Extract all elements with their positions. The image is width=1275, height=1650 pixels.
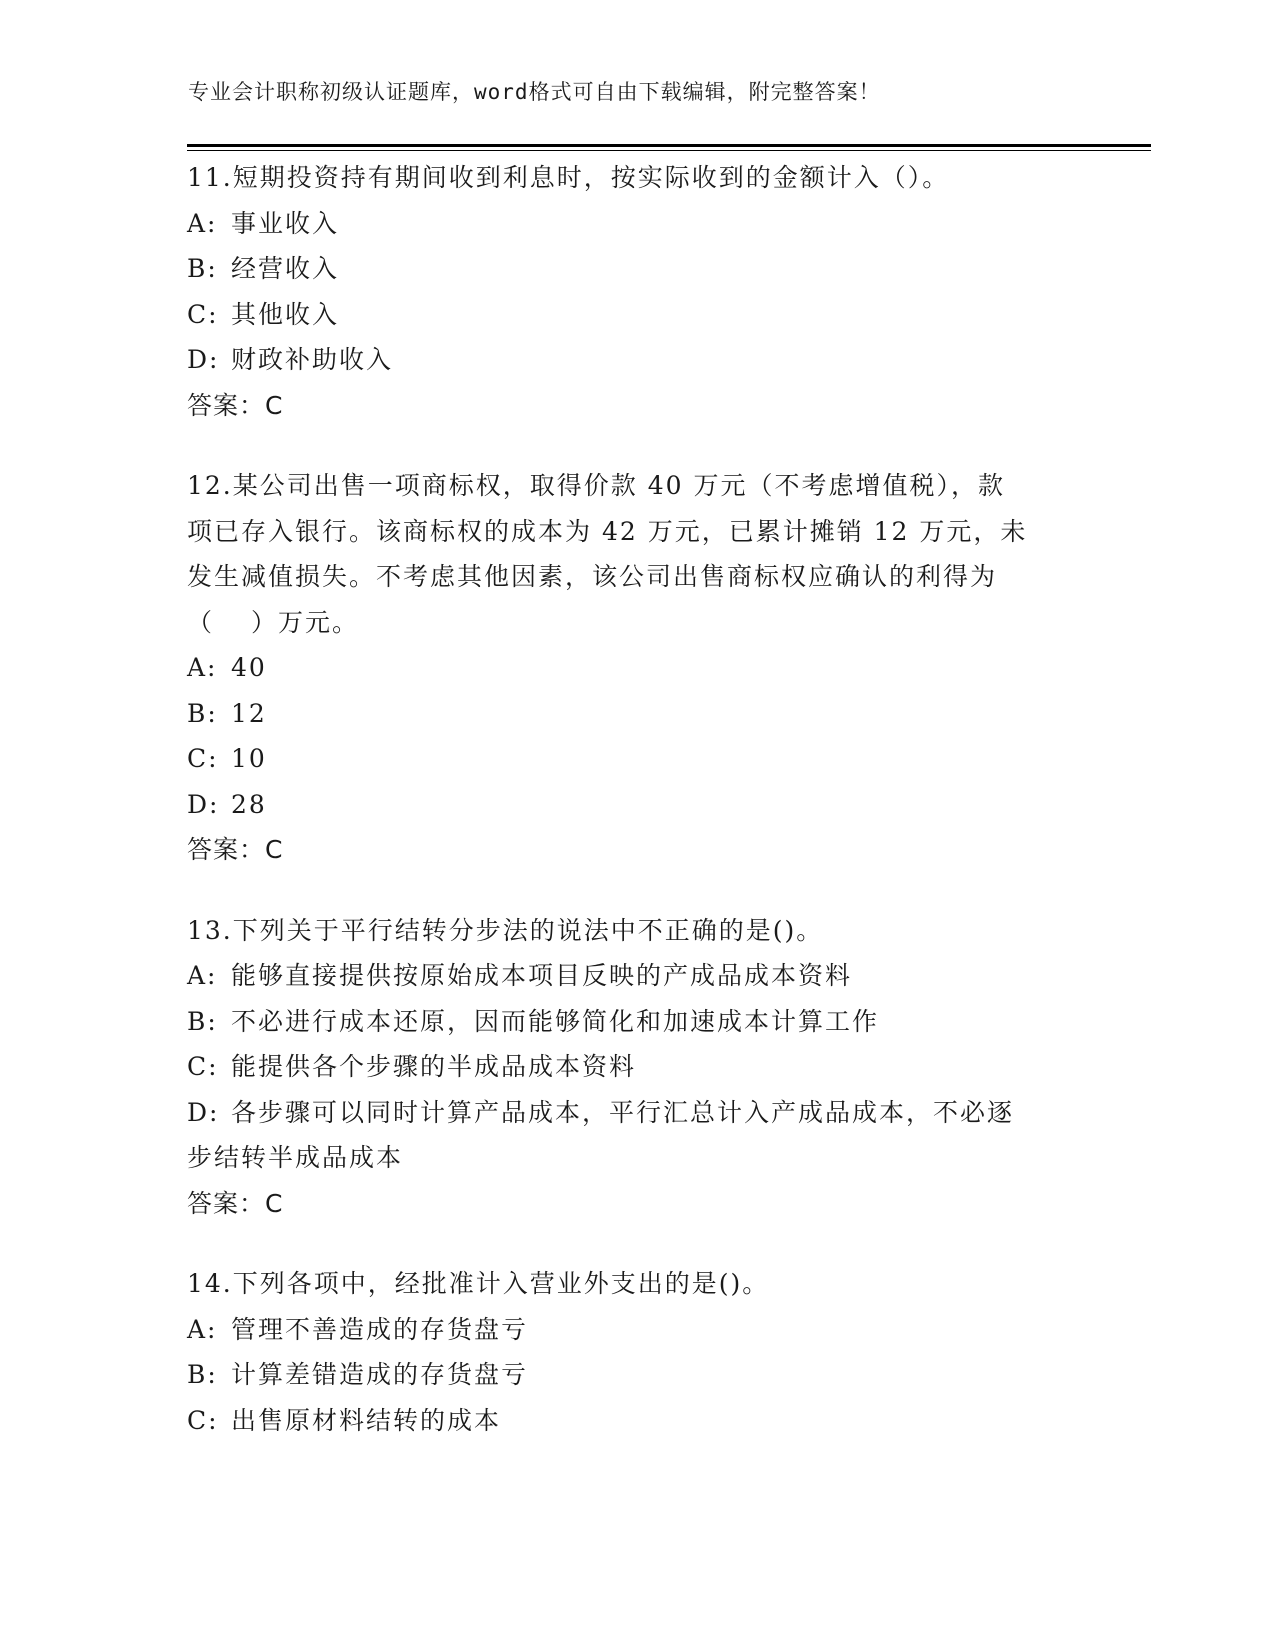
- question-stem: [187, 155, 1087, 201]
- option-c: [187, 1398, 1087, 1444]
- option-c: [187, 292, 1087, 338]
- question-13: [187, 908, 1087, 1227]
- option-letter: C:: [187, 1405, 219, 1435]
- option-text: 其他收入: [231, 299, 340, 329]
- option-b: [187, 999, 1087, 1045]
- option-a: [187, 953, 1087, 999]
- question-stem: [187, 1261, 1087, 1307]
- answer-line: 答案：C: [187, 390, 284, 420]
- option-text: 10: [231, 744, 267, 773]
- question-stem: [187, 908, 1087, 954]
- option-text: 事业收入: [231, 208, 340, 238]
- stem-line: 13.下列关于平行结转分步法的说法中不正确的是()。: [187, 915, 824, 945]
- option-letter: A:: [187, 653, 218, 682]
- option-text: 能够直接提供按原始成本项目反映的产成品成本资料: [231, 961, 853, 990]
- question-14: [187, 1261, 1087, 1443]
- option-letter: C:: [187, 299, 219, 329]
- option-c: [187, 736, 1087, 782]
- option-letter: B:: [187, 698, 218, 728]
- option-letter: C:: [187, 1052, 219, 1081]
- option-letter: C:: [187, 744, 219, 773]
- option-d: [187, 782, 1087, 828]
- option-text: 能提供各个步骤的半成品成本资料: [231, 1052, 637, 1081]
- option-letter: B:: [187, 254, 218, 283]
- option-b: [187, 691, 1087, 737]
- stem-line: （ ）万元。: [187, 607, 359, 637]
- option-letter: A:: [187, 961, 218, 990]
- header-divider-thick: [187, 144, 1151, 147]
- option-text: 40: [231, 653, 267, 682]
- option-a: [187, 201, 1087, 247]
- option-text: 出售原材料结转的成本: [231, 1405, 502, 1435]
- question-12: [187, 463, 1087, 873]
- answer-line: 答案：C: [187, 1188, 284, 1218]
- option-letter: A:: [187, 1314, 218, 1344]
- option-letter: D:: [187, 345, 220, 374]
- document-header: 专业会计职称初级认证题库，word格式可自由下载编辑，附完整答案！: [188, 80, 881, 104]
- option-text: 经营收入: [231, 254, 340, 283]
- option-letter: B:: [187, 1360, 218, 1389]
- option-d-continuation: 步结转半成品成本: [187, 1143, 404, 1172]
- option-text: 财政补助收入: [231, 345, 394, 374]
- option-a: [187, 645, 1087, 691]
- header-divider-thin: [187, 150, 1151, 151]
- option-d: [187, 337, 1087, 383]
- option-b: [187, 246, 1087, 292]
- option-letter: D:: [187, 789, 220, 819]
- option-text: 管理不善造成的存货盘亏: [231, 1314, 529, 1344]
- question-stem: [187, 463, 1087, 645]
- option-d: [187, 1090, 1087, 1136]
- stem-line: 项已存入银行。该商标权的成本为 42 万元，已累计摊销 12 万元，未: [187, 516, 1028, 546]
- option-a: [187, 1307, 1087, 1353]
- option-letter: A:: [187, 208, 218, 238]
- option-text: 28: [231, 789, 267, 819]
- option-text: 不必进行成本还原，因而能够简化和加速成本计算工作: [231, 1006, 880, 1036]
- stem-line: 11.短期投资持有期间收到利息时，按实际收到的金额计入（）。: [187, 163, 950, 192]
- question-list: [187, 155, 1087, 1478]
- option-text: 各步骤可以同时计算产品成本，平行汇总计入产成品成本，不必逐: [231, 1097, 1015, 1127]
- option-text: 12: [231, 698, 267, 728]
- option-text: 计算差错造成的存货盘亏: [231, 1360, 529, 1389]
- stem-line: 12.某公司出售一项商标权，取得价款 40 万元（不考虑增值税），款: [187, 471, 1005, 500]
- stem-line: 14.下列各项中，经批准计入营业外支出的是()。: [187, 1269, 770, 1298]
- option-b: [187, 1352, 1087, 1398]
- option-letter: D:: [187, 1097, 220, 1127]
- answer-line: 答案：C: [187, 835, 284, 864]
- stem-line: 发生减值损失。不考虑其他因素，该公司出售商标权应确认的利得为: [187, 562, 998, 591]
- question-11: [187, 155, 1087, 428]
- option-letter: B:: [187, 1006, 218, 1036]
- option-c: [187, 1044, 1087, 1090]
